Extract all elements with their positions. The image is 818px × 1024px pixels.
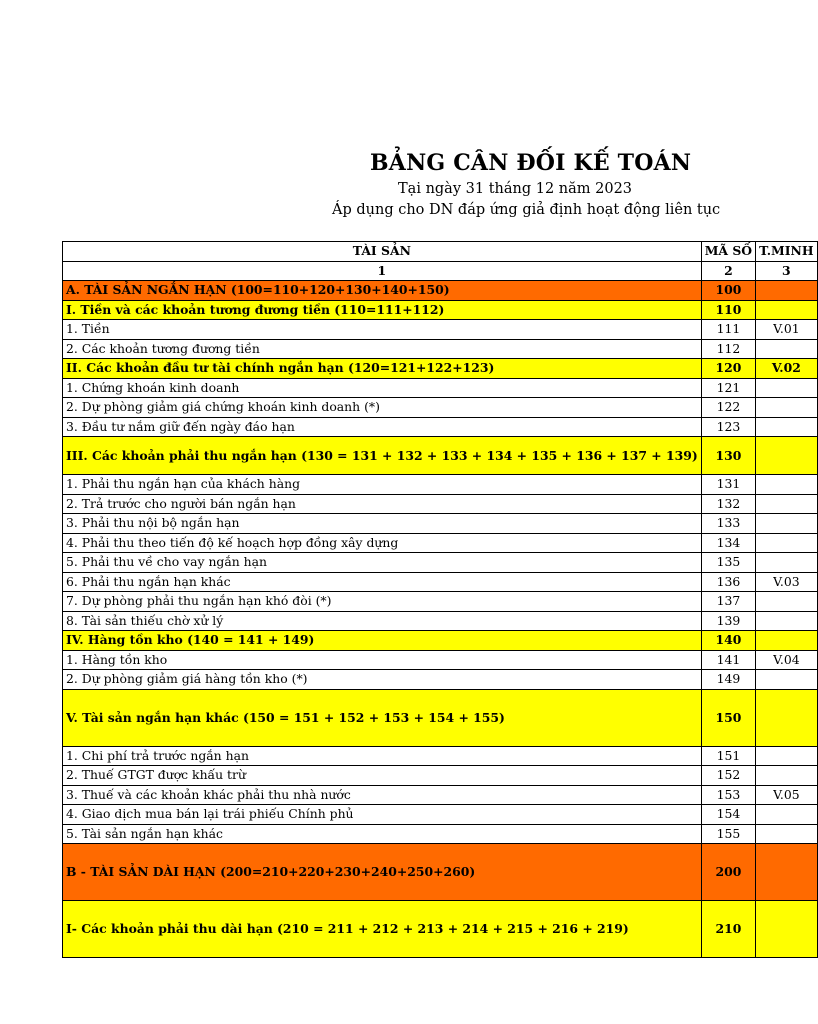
row-name: 1. Tiền — [63, 320, 702, 340]
row-code: 200 — [701, 844, 755, 901]
row-code: 122 — [701, 398, 755, 418]
row-name: V. Tài sản ngắn hạn khác (150 = 151 + 152 + 153 + 154 + 155) — [63, 689, 702, 746]
row-name: 4. Phải thu theo tiến độ kế hoạch hợp đồng xây dựng — [63, 533, 702, 553]
row-code: 112 — [701, 339, 755, 359]
row-name: 2. Trả trước cho người bán ngắn hạn — [63, 494, 702, 514]
row-name: II. Các khoản đầu tư tài chính ngắn hạn (120=121+122+123) — [63, 359, 702, 379]
row-note: V.01 — [756, 320, 817, 340]
table-column-number-row — [63, 261, 818, 281]
row-name: B - TÀI SẢN DÀI HẠN (200=210+220+230+240+250+260) — [63, 844, 702, 901]
page-title: BẢNG CÂN ĐỐI KẾ TOÁN — [370, 150, 692, 176]
row-note — [756, 378, 817, 398]
table-row — [63, 631, 818, 651]
row-name: 2. Dự phòng giảm giá hàng tồn kho (*) — [63, 670, 702, 690]
table-row — [63, 572, 818, 592]
table-row — [63, 417, 818, 437]
table-row — [63, 824, 818, 844]
row-code: 120 — [701, 359, 755, 379]
table-row — [63, 805, 818, 825]
row-name: 2. Dự phòng giảm giá chứng khoán kinh doanh (*) — [63, 398, 702, 418]
table-row — [63, 475, 818, 495]
table-row — [63, 650, 818, 670]
row-note — [756, 766, 817, 786]
report-date: Tại ngày 31 tháng 12 năm 2023 — [398, 181, 633, 197]
row-note: V.03 — [756, 572, 817, 592]
row-code: 137 — [701, 592, 755, 612]
table-row — [63, 533, 818, 553]
row-code: 140 — [701, 631, 755, 651]
row-name: I. Tiền và các khoản tương đương tiền (110=111+112) — [63, 300, 702, 320]
table-row — [63, 689, 818, 746]
row-name: III. Các khoản phải thu ngắn hạn (130 = 131 + 132 + 133 + 134 + 135 + 136 + 137 + 139) — [63, 437, 702, 475]
row-code: 130 — [701, 437, 755, 475]
table-row — [63, 359, 818, 379]
row-note — [756, 417, 817, 437]
table-row — [63, 611, 818, 631]
row-code: 141 — [701, 650, 755, 670]
row-note — [756, 339, 817, 359]
row-name: 3. Phải thu nội bộ ngắn hạn — [63, 514, 702, 534]
row-code: 111 — [701, 320, 755, 340]
row-note — [756, 689, 817, 746]
row-code: 136 — [701, 572, 755, 592]
row-code: 135 — [701, 553, 755, 573]
row-name: 2. Thuế GTGT được khấu trừ — [63, 766, 702, 786]
row-note — [756, 901, 817, 958]
row-note — [756, 631, 817, 651]
row-code: 139 — [701, 611, 755, 631]
row-note — [756, 592, 817, 612]
row-name: 8. Tài sản thiếu chờ xử lý — [63, 611, 702, 631]
row-name: A. TÀI SẢN NGẮN HẠN (100=110+120+130+140+150) — [63, 281, 702, 301]
row-note: V.02 — [756, 359, 817, 379]
row-note: V.05 — [756, 785, 817, 805]
row-note — [756, 553, 817, 573]
row-code: 154 — [701, 805, 755, 825]
row-name: 3. Đầu tư nắm giữ đến ngày đáo hạn — [63, 417, 702, 437]
table-row — [63, 785, 818, 805]
column-number-1: 1 — [63, 261, 702, 281]
column-number-3: 3 — [756, 261, 817, 281]
row-code: 153 — [701, 785, 755, 805]
column-number-2: 2 — [701, 261, 755, 281]
table-row — [63, 844, 818, 901]
table-row — [63, 398, 818, 418]
row-note — [756, 514, 817, 534]
applicability-note: Áp dụng cho DN đáp ứng giả định hoạt động liên tục — [332, 202, 721, 218]
column-header-notes: T.MINH — [756, 242, 817, 262]
row-name: 5. Phải thu về cho vay ngắn hạn — [63, 553, 702, 573]
row-name: 1. Phải thu ngắn hạn của khách hàng — [63, 475, 702, 495]
table-row — [63, 670, 818, 690]
row-name: 4. Giao dịch mua bán lại trái phiếu Chính phủ — [63, 805, 702, 825]
table-row — [63, 553, 818, 573]
row-code: 123 — [701, 417, 755, 437]
row-note — [756, 300, 817, 320]
table-row — [63, 320, 818, 340]
row-code: 131 — [701, 475, 755, 495]
row-code: 152 — [701, 766, 755, 786]
row-note — [756, 611, 817, 631]
row-note — [756, 494, 817, 514]
row-code: 121 — [701, 378, 755, 398]
row-name: 1. Hàng tồn kho — [63, 650, 702, 670]
row-code: 134 — [701, 533, 755, 553]
row-code: 100 — [701, 281, 755, 301]
table-row — [63, 300, 818, 320]
table-row — [63, 746, 818, 766]
row-note — [756, 670, 817, 690]
row-note — [756, 844, 817, 901]
row-name: 6. Phải thu ngắn hạn khác — [63, 572, 702, 592]
row-note — [756, 398, 817, 418]
row-code: 155 — [701, 824, 755, 844]
row-name: 7. Dự phòng phải thu ngắn hạn khó đòi (*) — [63, 592, 702, 612]
column-header-assets: TÀI SẢN — [63, 242, 702, 262]
table-row — [63, 766, 818, 786]
row-code: 151 — [701, 746, 755, 766]
balance-sheet-table — [62, 241, 818, 958]
table-row — [63, 494, 818, 514]
row-note — [756, 437, 817, 475]
row-note — [756, 533, 817, 553]
row-note — [756, 805, 817, 825]
table-row — [63, 437, 818, 475]
table-row — [63, 592, 818, 612]
row-name: I- Các khoản phải thu dài hạn (210 = 211 + 212 + 213 + 214 + 215 + 216 + 219) — [63, 901, 702, 958]
table-header-row — [63, 242, 818, 262]
row-code: 210 — [701, 901, 755, 958]
row-name: 2. Các khoản tương đương tiền — [63, 339, 702, 359]
row-code: 133 — [701, 514, 755, 534]
row-name: 1. Chứng khoán kinh doanh — [63, 378, 702, 398]
row-note — [756, 475, 817, 495]
row-note — [756, 824, 817, 844]
row-name: 1. Chi phí trả trước ngắn hạn — [63, 746, 702, 766]
row-note — [756, 281, 817, 301]
table-row — [63, 281, 818, 301]
table-row — [63, 378, 818, 398]
row-code: 150 — [701, 689, 755, 746]
table-row — [63, 514, 818, 534]
column-header-code: MÃ SỐ — [701, 242, 755, 262]
row-name: IV. Hàng tồn kho (140 = 141 + 149) — [63, 631, 702, 651]
row-code: 110 — [701, 300, 755, 320]
table-row — [63, 901, 818, 958]
row-note: V.04 — [756, 650, 817, 670]
row-code: 132 — [701, 494, 755, 514]
row-name: 3. Thuế và các khoản khác phải thu nhà nước — [63, 785, 702, 805]
row-code: 149 — [701, 670, 755, 690]
row-note — [756, 746, 817, 766]
table-row — [63, 339, 818, 359]
row-name: 5. Tài sản ngắn hạn khác — [63, 824, 702, 844]
